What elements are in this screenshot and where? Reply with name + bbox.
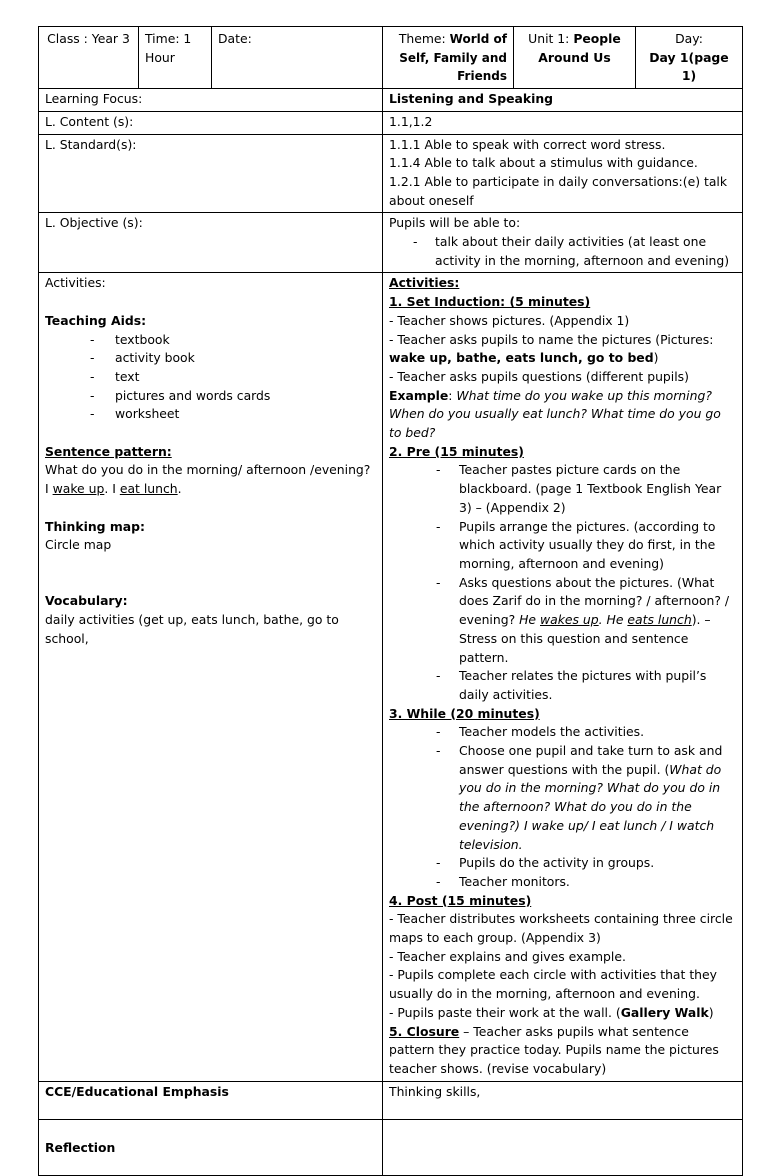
header-row xyxy=(39,27,743,89)
while-item: - Teacher models the activities. xyxy=(389,723,736,742)
post-line: - Pupils complete each circle with activities that they usually do in the morning, afternoon and evening. xyxy=(389,967,717,1002)
content-value: 1.1,1.2 xyxy=(383,111,743,134)
pre-item: - Asks questions about the pictures. (What does Zarif do in the morning? / afternoon? / evening? He wakes up. He eats lunch). – Stress on this question and sentence pattern. xyxy=(389,574,736,668)
content-label: L. Content (s): xyxy=(39,111,383,134)
closure-line: 5. Closure – Teacher asks pupils what sentence pattern they practice today. Pupils name the pictures teacher shows. (revise vocabulary) xyxy=(389,1023,719,1076)
teaching-aid-item: - activity book xyxy=(45,349,376,368)
pre-item: - Teacher relates the pictures with pupil’s daily activities. xyxy=(389,667,736,704)
sentence-pattern-answer: I wake up. I eat lunch. xyxy=(45,481,182,497)
objective-intro: Pupils will be able to: xyxy=(389,215,521,231)
procedure-title: Activities: xyxy=(389,275,460,291)
reflection-label: Reflection xyxy=(39,1119,383,1175)
post-heading: 4. Post (15 minutes) xyxy=(389,892,532,908)
learning-focus-value: Listening and Speaking xyxy=(383,89,743,112)
cce-row xyxy=(39,1081,743,1119)
activities-left-column xyxy=(39,273,383,1081)
while-item: - Choose one pupil and take turn to ask and answer questions with the pupil. (What do you do in the morning? What do you do in the afternoon? What do you do in the evening?) I wake up/ I eat lunch / I watch television. xyxy=(389,742,736,854)
activities-row xyxy=(39,273,743,1081)
set-induction-example: Example: What time do you wake up this morning? When do you usually eat lunch? What time do you go to bed? xyxy=(389,387,721,441)
objective-row xyxy=(39,213,743,273)
class-cell: Class : Year 3 xyxy=(39,27,139,89)
unit-cell: Unit 1: People Around Us xyxy=(514,27,636,89)
set-induction-line: - Teacher asks pupils to name the pictures (Pictures: wake up, bathe, eats lunch, go to bed) xyxy=(389,331,714,366)
thinking-map-title: Thinking map: xyxy=(45,518,145,534)
pre-item: - Pupils arrange the pictures. (according to which activity usually they do first, in the morning, afternoon and evening) xyxy=(389,518,736,574)
learning-focus-row xyxy=(39,89,743,112)
set-induction-heading: 1. Set Induction: (5 minutes) xyxy=(389,294,591,310)
post-line: - Teacher distributes worksheets containing three circle maps to each group. (Appendix 3) xyxy=(389,911,733,946)
objective-item: - talk about their daily activities (at least one activity in the morning, afternoon and evening) xyxy=(389,233,736,270)
sentence-pattern-question: What do you do in the morning/ afternoon /evening? xyxy=(45,462,371,478)
while-list xyxy=(389,723,736,891)
vocabulary-title: Vocabulary: xyxy=(45,593,128,609)
post-line: - Pupils paste their work at the wall. (Gallery Walk) xyxy=(389,1004,714,1020)
lesson-plan xyxy=(38,26,742,1176)
teaching-aid-item: - text xyxy=(45,368,376,387)
teaching-aids-list xyxy=(45,331,376,425)
post-line: - Teacher explains and gives example. xyxy=(389,948,626,964)
pre-item: - Teacher pastes picture cards on the blackboard. (page 1 Textbook English Year 3) – (Appendix 2) xyxy=(389,461,736,517)
theme-cell: Theme: World of Self, Family and Friends xyxy=(383,27,514,89)
content-row xyxy=(39,111,743,134)
objective-content xyxy=(383,213,743,273)
while-heading: 3. While (20 minutes) xyxy=(389,705,540,721)
pre-list xyxy=(389,461,736,704)
standard-item: 1.1.4 Able to talk about a stimulus with guidance. xyxy=(389,155,698,171)
while-item: - Teacher monitors. xyxy=(389,873,736,892)
standard-label: L. Standard(s): xyxy=(39,134,383,213)
activities-label: Activities: xyxy=(45,275,106,291)
activities-procedure xyxy=(383,273,743,1081)
standard-row xyxy=(39,134,743,213)
teaching-aid-item: - worksheet xyxy=(45,405,376,424)
teaching-aids-title: Teaching Aids: xyxy=(45,312,147,328)
thinking-map-value: Circle map xyxy=(45,537,112,553)
time-cell: Time: 1 Hour xyxy=(139,27,212,89)
pre-heading: 2. Pre (15 minutes) xyxy=(389,443,524,459)
cce-value: Thinking skills, xyxy=(383,1081,743,1119)
reflection-value xyxy=(383,1119,743,1175)
standard-list xyxy=(383,134,743,213)
day-cell: Day: Day 1(page 1) xyxy=(636,27,743,89)
vocabulary-value: daily activities (get up, eats lunch, bathe, go to school, xyxy=(45,612,339,646)
teaching-aid-item: - pictures and words cards xyxy=(45,387,376,406)
reflection-row xyxy=(39,1119,743,1175)
while-item: - Pupils do the activity in groups. xyxy=(389,854,736,873)
set-induction-line: - Teacher asks pupils questions (different pupils) xyxy=(389,368,689,384)
date-cell: Date: xyxy=(212,27,383,89)
standard-item: 1.2.1 Able to participate in daily conversations:(e) talk about oneself xyxy=(389,173,728,208)
learning-focus-label: Learning Focus: xyxy=(39,89,383,112)
objective-list xyxy=(389,233,736,270)
set-induction-line: - Teacher shows pictures. (Appendix 1) xyxy=(389,312,630,328)
objective-label: L. Objective (s): xyxy=(39,213,383,273)
cce-label: CCE/Educational Emphasis xyxy=(39,1081,383,1119)
lesson-plan-table xyxy=(38,26,743,1176)
standard-item: 1.1.1 Able to speak with correct word stress. xyxy=(389,136,666,152)
teaching-aid-item: - textbook xyxy=(45,331,376,350)
sentence-pattern-title: Sentence pattern: xyxy=(45,443,172,459)
